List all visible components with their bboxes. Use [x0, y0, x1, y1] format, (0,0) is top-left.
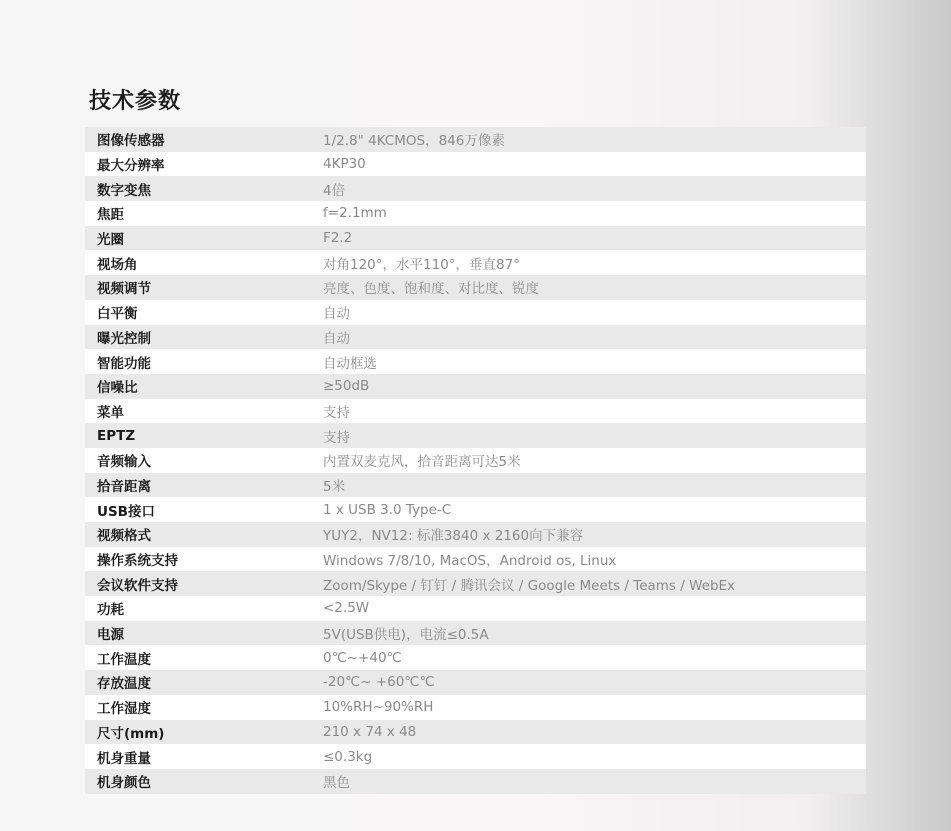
spec-row	[85, 448, 866, 473]
spec-label: 焦距	[97, 207, 124, 224]
spec-row	[85, 473, 866, 498]
spec-row	[85, 670, 866, 695]
spec-value: 0℃~+40℃	[323, 649, 402, 666]
spec-row	[85, 152, 866, 177]
spec-label: 光圈	[97, 232, 124, 249]
spec-label: 音频输入	[97, 454, 151, 471]
spec-label: 菜单	[97, 404, 124, 421]
spec-value: f=2.1mm	[323, 205, 387, 222]
spec-label: 视频格式	[97, 528, 151, 545]
spec-row	[85, 547, 866, 572]
spec-label: 图像传感器	[97, 133, 165, 150]
spec-label: 机身颜色	[97, 775, 151, 792]
spec-label: 智能功能	[97, 355, 151, 372]
spec-value: 1 x USB 3.0 Type-C	[323, 501, 452, 518]
spec-label: 功耗	[97, 602, 124, 619]
spec-row	[85, 769, 866, 794]
spec-row	[85, 497, 866, 522]
spec-value: 1/2.8" 4KCMOS，846万像素	[323, 133, 505, 150]
spec-label: 尺寸(mm)	[97, 725, 165, 742]
spec-row	[85, 127, 866, 152]
spec-value: 亮度、色度、饱和度、对比度、锐度	[323, 281, 539, 298]
spec-value: 5V(USB供电)，电流≤0.5A	[323, 627, 489, 644]
spec-label: 机身重量	[97, 750, 151, 767]
spec-value: <2.5W	[323, 600, 370, 617]
spec-row	[85, 349, 866, 374]
spec-value: Zoom/Skype / 钉钉 / 腾讯会议 / Google Meets / Teams / WebEx	[323, 577, 736, 594]
spec-value: ≥50dB	[323, 378, 370, 395]
spec-label: 信噪比	[97, 380, 138, 397]
spec-label: EPTZ	[97, 427, 136, 444]
spec-value: 4KP30	[323, 156, 366, 173]
spec-row	[85, 596, 866, 621]
spec-row	[85, 374, 866, 399]
spec-row	[85, 176, 866, 201]
spec-value: Windows 7/8/10, MacOS，Android os, Linux	[323, 553, 617, 570]
spec-row	[85, 300, 866, 325]
spec-value: 自动框选	[323, 355, 377, 372]
spec-label: USB接口	[97, 503, 155, 520]
spec-label: 操作系统支持	[97, 553, 178, 570]
spec-label: 数字变焦	[97, 182, 151, 199]
spec-value: 对角120°，水平110°，垂直87°	[323, 256, 520, 273]
spec-row	[85, 275, 866, 300]
spec-value: 4倍	[323, 182, 346, 199]
spec-value: 5米	[323, 478, 346, 495]
spec-row	[85, 645, 866, 670]
spec-label: 工作温度	[97, 651, 151, 668]
spec-value: 自动	[323, 330, 350, 347]
spec-value: 自动	[323, 306, 350, 323]
spec-row	[85, 250, 866, 275]
spec-label: 工作湿度	[97, 701, 151, 718]
spec-row	[85, 423, 866, 448]
spec-label: 视场角	[97, 256, 138, 273]
spec-label: 会议软件支持	[97, 577, 178, 594]
spec-row	[85, 621, 866, 646]
spec-value: YUY2，NV12: 标准3840 x 2160向下兼容	[323, 528, 584, 545]
spec-row	[85, 744, 866, 769]
spec-label: 最大分辨率	[97, 158, 165, 175]
spec-row	[85, 720, 866, 745]
spec-row	[85, 522, 866, 547]
page-title: 技术参数	[89, 89, 182, 114]
spec-label: 白平衡	[97, 306, 138, 323]
spec-row	[85, 226, 866, 251]
spec-value: 210 x 74 x 48	[323, 723, 417, 740]
spec-label: 电源	[97, 627, 124, 644]
spec-table	[85, 127, 866, 794]
spec-label: 拾音距离	[97, 478, 151, 495]
spec-row	[85, 695, 866, 720]
spec-value: 内置双麦克风，拾音距离可达5米	[323, 454, 521, 471]
spec-row	[85, 399, 866, 424]
spec-row	[85, 201, 866, 226]
spec-value: ≤0.3kg	[323, 748, 373, 765]
spec-label: 曝光控制	[97, 330, 151, 347]
spec-value: 10%RH~90%RH	[323, 699, 434, 716]
spec-value: F2.2	[323, 230, 353, 247]
spec-label: 视频调节	[97, 281, 151, 298]
spec-value: 黑色	[323, 775, 350, 792]
spec-row	[85, 571, 866, 596]
spec-row	[85, 325, 866, 350]
spec-label: 存放温度	[97, 676, 151, 693]
spec-value: 支持	[323, 404, 350, 421]
spec-value: -20℃~ +60℃℃	[323, 674, 435, 691]
spec-value: 支持	[323, 429, 350, 446]
